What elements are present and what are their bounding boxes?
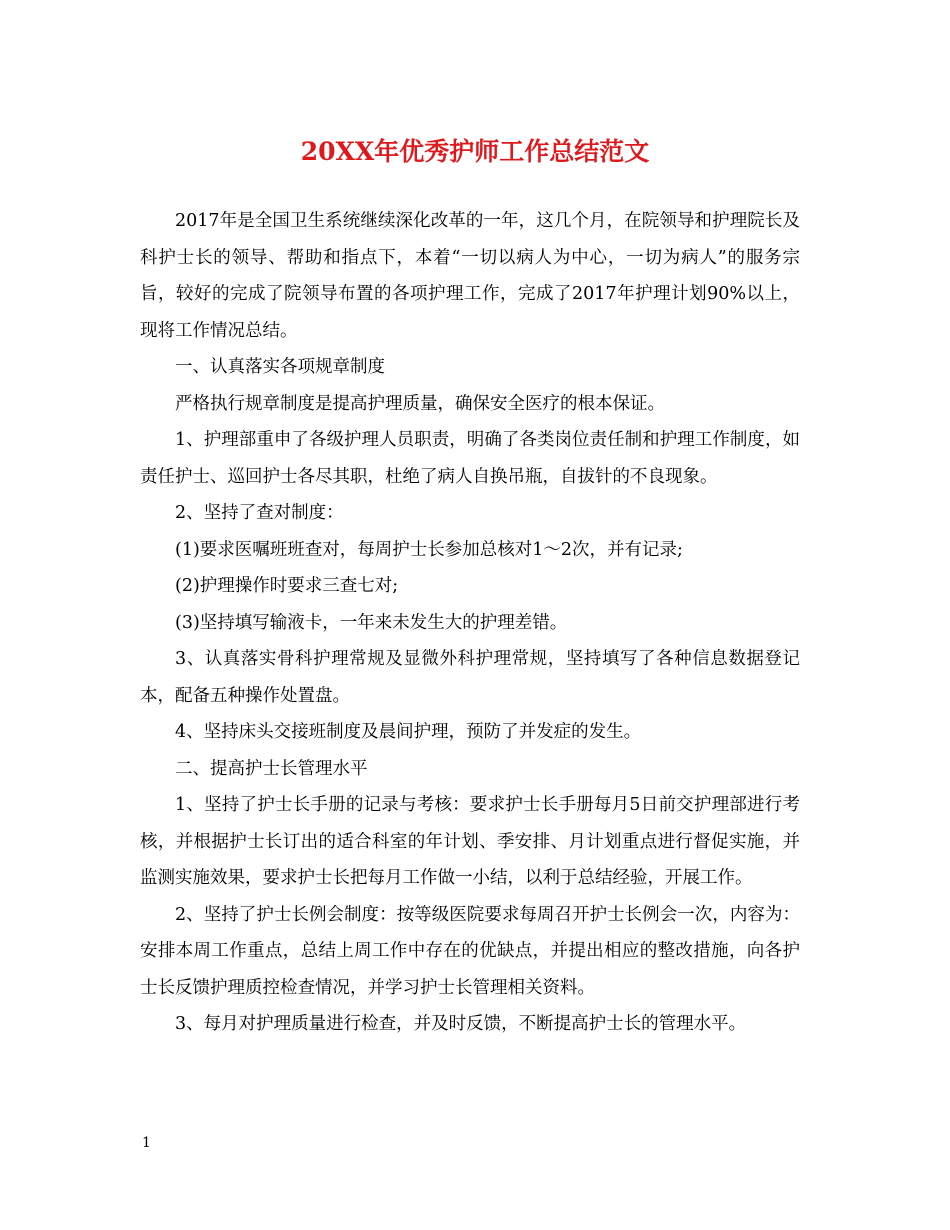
list-item: (1)要求医嘱班班查对，每周护士长参加总核对1～2次，并有记录;	[175, 539, 683, 560]
paragraph: 1、护理部重申了各级护理人员职责，明确了各类岗位责任制和护理工作制度，如责任护士、巡回护士各尽其职，杜绝了病人自换吊瓶，自拔针的不良现象。	[140, 430, 800, 487]
section-heading-2: 二、提高护士长管理水平	[175, 758, 368, 779]
document-body	[140, 203, 800, 1043]
page-number: 1	[142, 1135, 151, 1151]
paragraph: 4、坚持床头交接班制度及晨间护理，预防了并发症的发生。	[175, 722, 642, 742]
paragraph-intro: 2017年是全国卫生系统继续深化改革的一年，这几个月，在院领导和护理院长及科护士长的领导、帮助和指点下，本着“一切以病人为中心，一切为病人”的服务宗旨，较好的完成了院领导布置的各项护理工作，完成了2017年护理计划90%以上，现将工作情况总结。	[140, 211, 800, 341]
list-item: (3)坚持填写输液卡，一年来未发生大的护理差错。	[175, 612, 568, 633]
document-title: 20XX年优秀护师工作总结范文	[300, 137, 650, 166]
paragraph: 3、每月对护理质量进行检查，并及时反馈，不断提高护士长的管理水平。	[175, 1014, 747, 1034]
paragraph: 2、坚持了护士长例会制度：按等级医院要求每周召开护士长例会一次，内容为：安排本周工作重点，总结上周工作中存在的优缺点，并提出相应的整改措施，向各护士长反馈护理质控检查情况，并学习护士长管理相关资料。	[140, 904, 800, 998]
list-item: (2)护理操作时要求三查七对;	[175, 576, 399, 596]
paragraph: 1、坚持了护士长手册的记录与考核：要求护士长手册每月5日前交护理部进行考核，并根据护士长订出的适合科室的年计划、季安排、月计划重点进行督促实施，并监测实施效果，要求护士长把每月工作做一小结，以利于总结经验，开展工作。	[140, 795, 800, 888]
paragraph: 严格执行规章制度是提高护理质量，确保安全医疗的根本保证。	[175, 393, 665, 414]
paragraph: 3、认真落实骨科护理常规及显微外科护理常规，坚持填写了各种信息数据登记本，配备五种操作处置盘。	[140, 649, 800, 706]
paragraph: 2、坚持了查对制度：	[175, 503, 344, 523]
section-heading-1: 一、认真落实各项规章制度	[175, 357, 385, 377]
